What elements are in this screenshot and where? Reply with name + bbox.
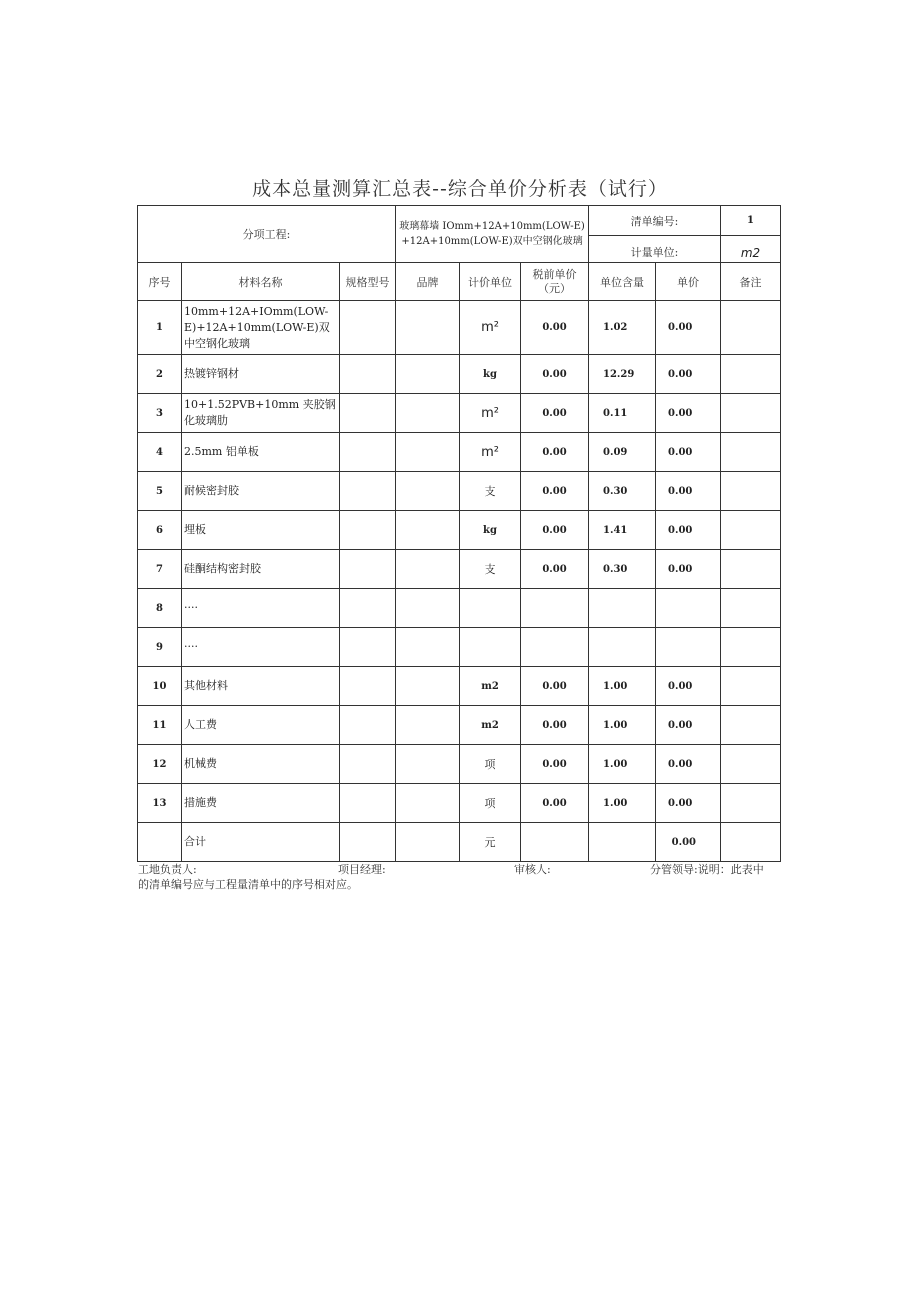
cell-remark [721, 301, 781, 355]
cell-remark [721, 628, 781, 667]
cell-unit-price: 0.00 [656, 706, 721, 745]
cell-unit-price: 0.00 [656, 784, 721, 823]
cell-unit: m² [460, 433, 521, 472]
footer-pm: 项目经理: [338, 863, 386, 876]
cell-spec [340, 511, 396, 550]
cell-brand [396, 301, 460, 355]
cell-seq: 13 [138, 784, 182, 823]
cell-unit-price: 0.00 [656, 667, 721, 706]
table-row [138, 472, 781, 511]
cell-name: 热镀锌钢材 [182, 355, 340, 394]
total-value: 0.00 [656, 823, 721, 862]
cell-price: 0.00 [521, 667, 589, 706]
total-content [589, 823, 656, 862]
cell-remark [721, 511, 781, 550]
project-value-line1: 玻璃幕墙 IOmm+12A+10mm(LOW-E) [399, 221, 585, 232]
cell-unit: 项 [460, 784, 521, 823]
cell-price: 0.00 [521, 472, 589, 511]
cell-content: 0.30 [589, 550, 656, 589]
total-brand [396, 823, 460, 862]
cell-spec [340, 550, 396, 589]
cell-remark [721, 784, 781, 823]
project-value-line2: +12A+10mm(LOW-E)双中空钢化玻璃 [401, 236, 583, 247]
total-label: 合计 [182, 823, 340, 862]
cell-brand [396, 784, 460, 823]
cell-brand [396, 706, 460, 745]
footer [138, 862, 778, 892]
cell-price: 0.00 [521, 355, 589, 394]
cell-remark [721, 355, 781, 394]
table-row [138, 667, 781, 706]
col-remark: 备注 [721, 263, 781, 301]
cell-unit [460, 589, 521, 628]
cell-seq: 10 [138, 667, 182, 706]
cell-name: 2.5mm 铝单板 [182, 433, 340, 472]
cell-name: 其他材料 [182, 667, 340, 706]
table-row [138, 301, 781, 355]
list-no-label: 清单编号: [589, 206, 721, 236]
cell-price: 0.00 [521, 433, 589, 472]
cell-remark [721, 433, 781, 472]
cell-content: 12.29 [589, 355, 656, 394]
cell-unit-price: 0.00 [656, 550, 721, 589]
cell-name: ···· [182, 589, 340, 628]
cell-spec [340, 628, 396, 667]
cell-unit-price: 0.00 [656, 745, 721, 784]
unit-label: 计量单位: [589, 236, 721, 263]
cell-remark [721, 394, 781, 433]
cell-content: 1.02 [589, 301, 656, 355]
table-row [138, 628, 781, 667]
col-name: 材料名称 [182, 263, 340, 301]
cell-remark [721, 667, 781, 706]
cell-brand [396, 667, 460, 706]
cell-content: 0.09 [589, 433, 656, 472]
table-row [138, 433, 781, 472]
cell-seq: 4 [138, 433, 182, 472]
cell-seq: 7 [138, 550, 182, 589]
cell-brand [396, 511, 460, 550]
cell-unit-price: 0.00 [656, 394, 721, 433]
cell-name: 10mm+12A+IOmm(LOW-E)+12A+10mm(LOW-E)双中空钢化玻璃 [182, 301, 340, 355]
cell-content: 1.00 [589, 784, 656, 823]
table-row [138, 394, 781, 433]
unit-value: m2 [721, 236, 781, 263]
table-row [138, 706, 781, 745]
total-row [138, 823, 781, 862]
cell-seq: 3 [138, 394, 182, 433]
cell-remark [721, 706, 781, 745]
table-row [138, 355, 781, 394]
cell-content: 1.41 [589, 511, 656, 550]
cell-brand [396, 628, 460, 667]
cell-remark [721, 472, 781, 511]
table-body [138, 301, 781, 823]
cell-remark [721, 589, 781, 628]
cell-name: ···· [182, 628, 340, 667]
cell-seq: 2 [138, 355, 182, 394]
cell-brand [396, 433, 460, 472]
cell-content: 0.11 [589, 394, 656, 433]
cell-name: 人工费 [182, 706, 340, 745]
cell-unit: m2 [460, 667, 521, 706]
cell-spec [340, 394, 396, 433]
cell-seq: 11 [138, 706, 182, 745]
cell-unit: kg [460, 511, 521, 550]
cell-unit: 支 [460, 472, 521, 511]
cell-brand [396, 355, 460, 394]
col-brand: 品牌 [396, 263, 460, 301]
table-row [138, 511, 781, 550]
col-price-pre-tax: 税前单价（元） [521, 263, 589, 301]
col-content: 单位含量 [589, 263, 656, 301]
cell-seq: 5 [138, 472, 182, 511]
cell-name: 硅酮结构密封胶 [182, 550, 340, 589]
cell-content: 1.00 [589, 706, 656, 745]
cell-unit-price [656, 589, 721, 628]
footer-reviewer: 审核人: [514, 863, 551, 876]
col-seq: 序号 [138, 263, 182, 301]
cell-content: 1.00 [589, 745, 656, 784]
cell-remark [721, 745, 781, 784]
cell-spec [340, 706, 396, 745]
cell-unit [460, 628, 521, 667]
cell-price: 0.00 [521, 511, 589, 550]
cell-unit: 支 [460, 550, 521, 589]
cell-brand [396, 472, 460, 511]
cell-price: 0.00 [521, 394, 589, 433]
cell-seq: 8 [138, 589, 182, 628]
list-no-value: 1 [721, 206, 781, 236]
cell-unit: m2 [460, 706, 521, 745]
project-value [396, 206, 589, 263]
cell-spec [340, 433, 396, 472]
cell-spec [340, 784, 396, 823]
cell-name: 机械费 [182, 745, 340, 784]
cell-spec [340, 355, 396, 394]
cell-spec [340, 472, 396, 511]
cost-analysis-table [137, 205, 781, 862]
cell-content: 0.30 [589, 472, 656, 511]
cell-unit-price: 0.00 [656, 511, 721, 550]
table-row [138, 589, 781, 628]
col-unit: 计价单位 [460, 263, 521, 301]
project-label: 分项工程: [138, 206, 396, 263]
cell-unit: m² [460, 301, 521, 355]
cell-unit-price [656, 628, 721, 667]
cell-remark [721, 550, 781, 589]
total-spec [340, 823, 396, 862]
table-row [138, 550, 781, 589]
cell-unit-price: 0.00 [656, 433, 721, 472]
cell-name: 埋板 [182, 511, 340, 550]
total-unit: 元 [460, 823, 521, 862]
cell-price: 0.00 [521, 784, 589, 823]
cell-price [521, 628, 589, 667]
footer-site-lead: 工地负责人: [138, 863, 197, 876]
cell-spec [340, 301, 396, 355]
cell-unit-price: 0.00 [656, 355, 721, 394]
cell-unit: 项 [460, 745, 521, 784]
cell-content [589, 589, 656, 628]
table-row [138, 784, 781, 823]
cell-price: 0.00 [521, 745, 589, 784]
page-title: 成本总量测算汇总表--综合单价分析表（试行） [252, 178, 668, 200]
cell-brand [396, 745, 460, 784]
cell-unit-price: 0.00 [656, 472, 721, 511]
cell-content [589, 628, 656, 667]
cell-seq: 12 [138, 745, 182, 784]
total-remark [721, 823, 781, 862]
cell-unit: kg [460, 355, 521, 394]
cell-brand [396, 589, 460, 628]
cell-price: 0.00 [521, 550, 589, 589]
footer-note-cont: 的清单编号应与工程量清单中的序号相对应。 [138, 878, 358, 891]
total-seq [138, 823, 182, 862]
cell-seq: 6 [138, 511, 182, 550]
col-spec: 规格型号 [340, 263, 396, 301]
cell-price: 0.00 [521, 706, 589, 745]
cell-brand [396, 550, 460, 589]
cell-seq: 1 [138, 301, 182, 355]
footer-leader-note: 分管领导:说明：此表中 [650, 863, 764, 876]
cell-content: 1.00 [589, 667, 656, 706]
cell-brand [396, 394, 460, 433]
table-row [138, 745, 781, 784]
cell-unit: m² [460, 394, 521, 433]
cell-name: 耐候密封胶 [182, 472, 340, 511]
col-unit-price: 单价 [656, 263, 721, 301]
cell-seq: 9 [138, 628, 182, 667]
cell-price: 0.00 [521, 301, 589, 355]
cell-spec [340, 589, 396, 628]
cell-unit-price: 0.00 [656, 301, 721, 355]
cell-price [521, 589, 589, 628]
cell-spec [340, 667, 396, 706]
cell-name: 措施费 [182, 784, 340, 823]
total-price [521, 823, 589, 862]
cell-name: 10+1.52PVB+10mm 夹胶钢化玻璃肋 [182, 394, 340, 433]
cell-spec [340, 745, 396, 784]
